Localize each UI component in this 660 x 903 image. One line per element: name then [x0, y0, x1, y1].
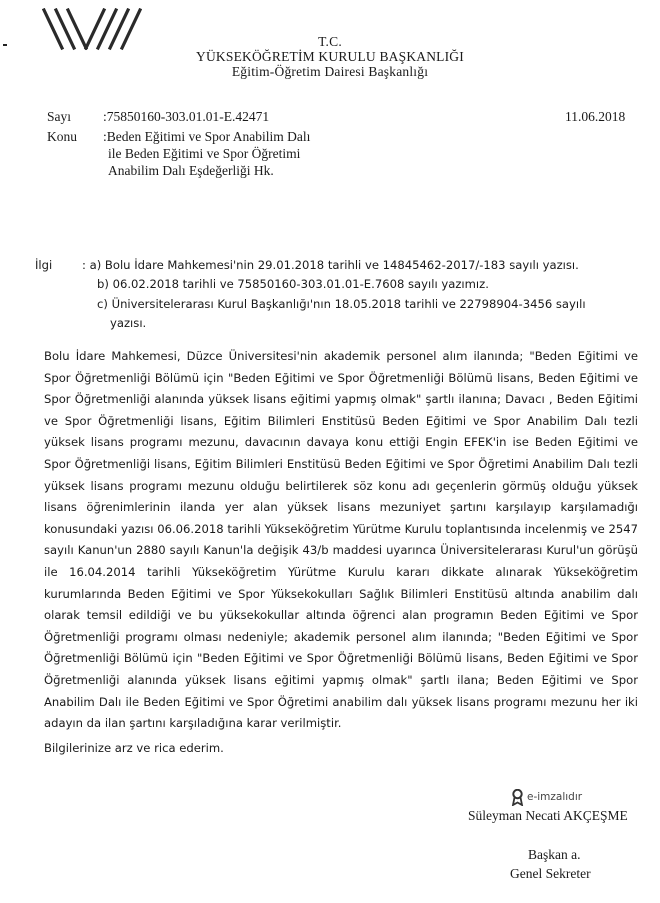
signatory-title-2: Genel Sekreter [510, 866, 591, 881]
closing-text: Bilgilerinize arz ve rica ederim. [44, 741, 224, 755]
konu-line-3: Anabilim Dalı Eşdeğerliği Hk. [108, 163, 274, 178]
body-section [44, 346, 638, 735]
signatory-title-1: Başkan a. [528, 847, 581, 862]
sayi-value: :75850160-303.01.01-E.42471 [103, 109, 270, 124]
ilgi-line-c-cont: yazısı. [110, 316, 147, 330]
ilgi-line-b: b) 06.02.2018 tarihli ve 75850160-303.01.01-E.7608 sayılı yazımız. [97, 277, 489, 291]
header-tc: T.C. [318, 34, 342, 49]
konu-label: Konu [47, 129, 77, 144]
e-signature-icon [511, 789, 524, 806]
body-paragraph: Bolu İdare Mahkemesi, Düzce Üniversitesi'nin akademik personel alım ilanında; "Beden Eğitimi ve Spor Öğretmenliği Bölümü için "Beden Eğitimi ve Spor Öğretmenliği Bölümü lisans, Beden Eğitimi ve Spor Öğretmenliği alanında yüksek lisans eğitimi yapmış olmak" şartlı ilanına; Davacı , Beden Eğitimi ve Spor Öğretmenliği lisans, Eğitim Bilimleri Enstitüsü Beden Eğitimi ve Spor Anabilim Dalı tezli yüksek lisans programı mezunu, davacının davaya konu ettiği Engin EFEK'in ise Beden Eğitimi ve Spor Öğretmenliği lisans, Eğitim Bilimleri Enstitüsü Beden Eğitimi ve Spor Öğretimi Anabilim Dalı tezli yüksek lisans programı mezunu olduğu belirtilerek söz konu adı geçenlerin görmüş olduğu yüksek lisans öğrenimlerinin ilanda yer alan yüksek lisans mezuniyet şartını karşılayıp karşılamadığı konusundaki yazısı 06.06.2018 tarihli Yükseköğretim Yürütme Kurulu toplantısında incelenmiş ve 2547 sayılı Kanun'un 2880 sayılı Kanun'la değişik 43/b maddesi uyarınca Üniversitelerarası Kurul'un görüşü ile 16.04.2014 tarihli Yükseköğretim Yürütme Kurulu kararı dikkate alınarak Yükseköğretim kurumlarında Beden Eğitimi ve Spor Yüksekokulları Sağlık Bilimleri Enstitüsü altında anabilim dalı olarak temsil edildiği ve bu yüksekokullar altında öğrenci alan programın Beden Eğitimi ve Spor Öğretmenliği programı olması nedeniyle; akademik personel alım ilanında; "Beden Eğitimi ve Spor Öğretmenliği Bölümü için "Beden Eğitimi ve Spor Öğretmenliği Bölümü lisans, Beden Eğitimi ve Spor Öğretmenliği alanında yüksek lisans eğitimi yapmış olmak" şartlı ilana; Beden Eğitimi ve Spor Anabilim Dalı ile Beden Eğitimi ve Spor Öğretimi anabilim dalı yüksek lisans programı mezunu her iki adayın da ilan şartını karşıladığına karar verilmiştir. [44, 349, 638, 731]
header-institution: YÜKSEKÖĞRETİM KURULU BAŞKANLIĞI [196, 49, 464, 64]
ilgi-line-c: c) Üniversitelerarası Kurul Başkanlığı'nın 18.05.2018 tarihli ve 22798904-3456 sayılı [97, 297, 586, 311]
ilgi-line-a: : a) Bolu İdare Mahkemesi'nin 29.01.2018 tarihli ve 14845462-2017/-183 sayılı yazısı. [82, 258, 579, 272]
header-department: Eğitim-Öğretim Dairesi Başkanlığı [231, 64, 429, 79]
ilgi-label: İlgi [35, 258, 53, 272]
sayi-label: Sayı [47, 109, 72, 124]
e-signature-label: e-imzalıdır [527, 791, 583, 803]
document-date: 11.06.2018 [565, 109, 626, 124]
signatory-name: Süleyman Necati AKÇEŞME [468, 808, 628, 823]
konu-line-2: ile Beden Eğitimi ve Spor Öğretimi [108, 146, 301, 161]
konu-line-1: :Beden Eğitimi ve Spor Anabilim Dalı [103, 129, 311, 144]
